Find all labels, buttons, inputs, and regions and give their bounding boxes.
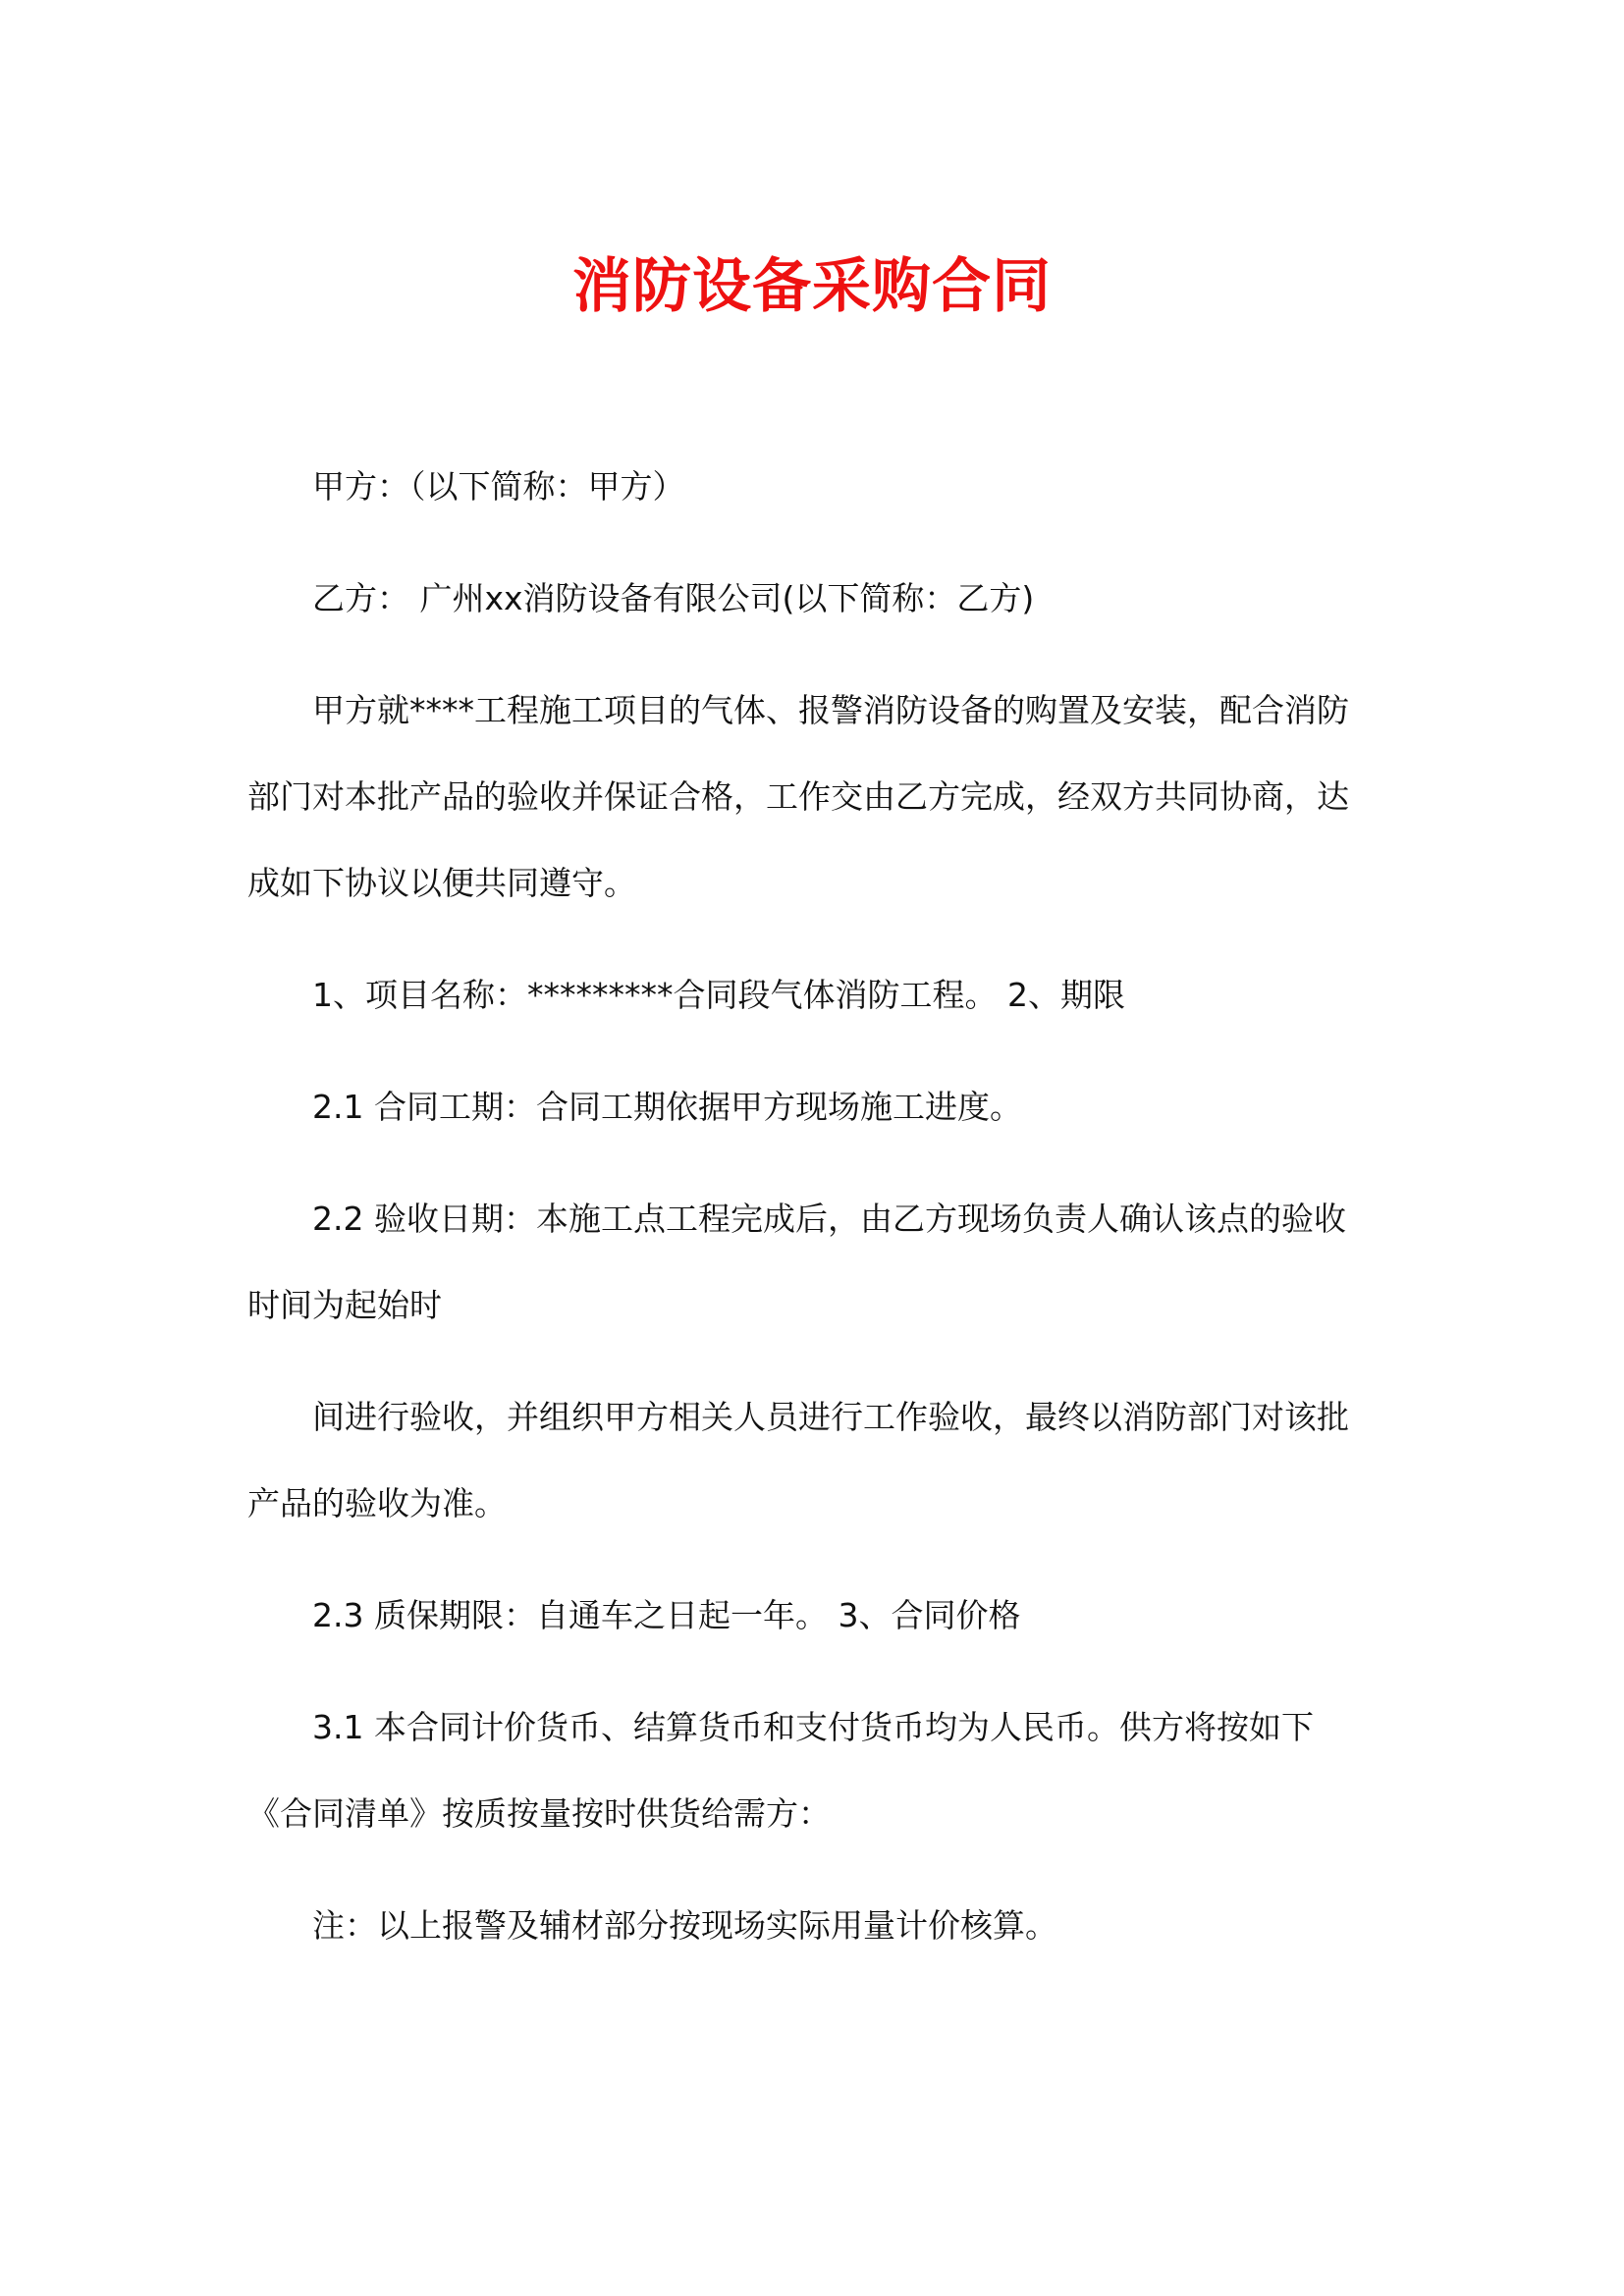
intro-paragraph: 甲方就****工程施工项目的气体、报警消防设备的购置及安装，配合消防部门对本批产品的验收并保证合格，工作交由乙方完成，经双方共同协商，达成如下协议以便共同遵守。 [247, 691, 1349, 902]
currency-paragraph: 3.1 本合同计价货币、结算货币和支付货币均为人民币。供方将按如下《合同清单》按质按量按时供货给需方： [247, 1708, 1314, 1833]
document-body [247, 444, 1377, 1995]
party-b-line: 乙方： 广州xx消防设备有限公司(以下简称：乙方) [312, 579, 1035, 617]
project-name-paragraph: 1、项目名称：*********合同段气体消防工程。 2、期限 [312, 976, 1125, 1014]
contract-period-paragraph: 2.1 合同工期：合同工期依据甲方现场施工进度。 [312, 1088, 1022, 1126]
warranty-paragraph: 2.3 质保期限：自通车之日起一年。 3、合同价格 [312, 1596, 1021, 1634]
acceptance-continuation-paragraph: 间进行验收，并组织甲方相关人员进行工作验收，最终以消防部门对该批产品的验收为准。 [247, 1398, 1349, 1522]
acceptance-date-paragraph: 2.2 验收日期：本施工点工程完成后，由乙方现场负责人确认该点的验收时间为起始时 [247, 1200, 1346, 1324]
document-title: 消防设备采购合同 [572, 252, 1052, 321]
party-a-line: 甲方：（以下简称：甲方） [312, 467, 685, 506]
note-paragraph: 注：以上报警及辅材部分按现场实际用量计价核算。 [312, 1906, 1057, 1945]
